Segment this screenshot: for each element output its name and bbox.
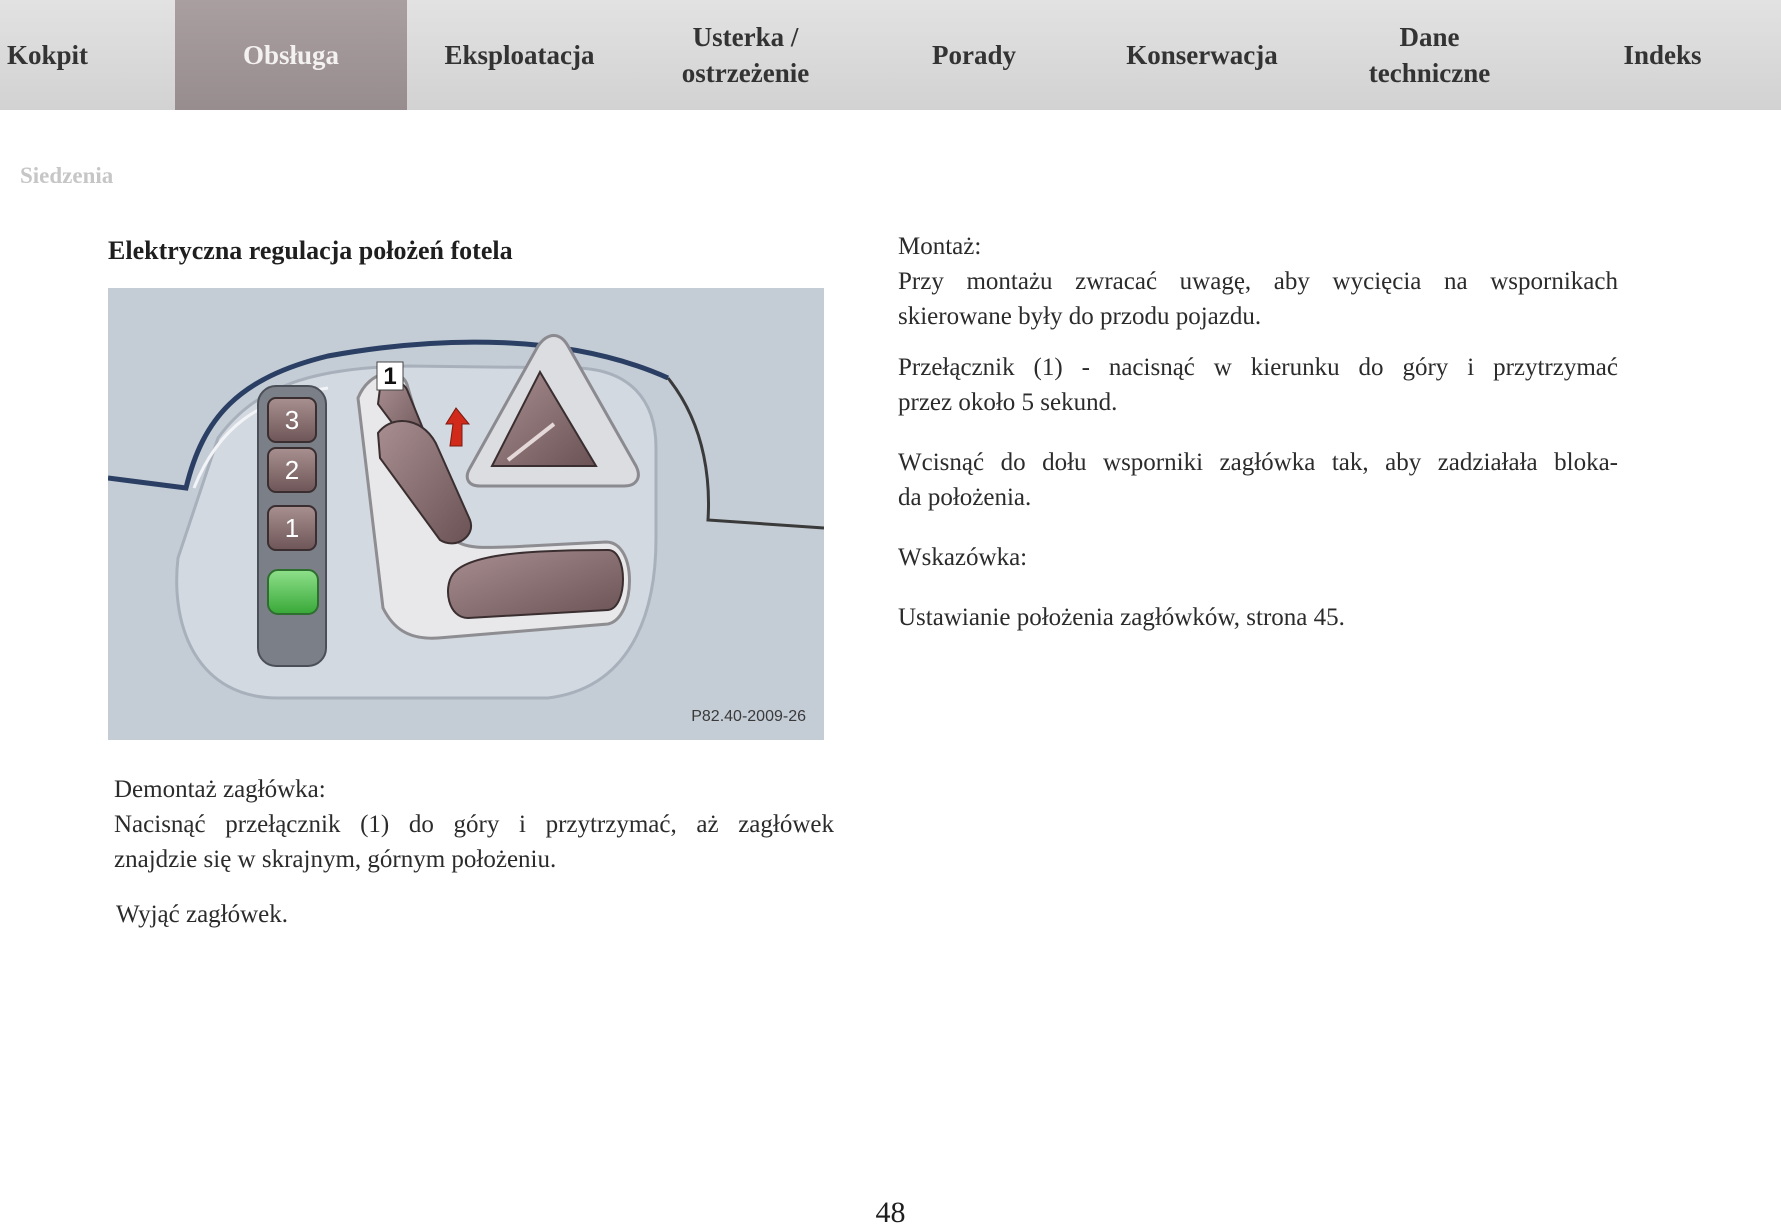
tab-porady[interactable] [859,0,1089,110]
memory-label-3: 3 [284,405,300,435]
wyjac-text: Wyjąć zagłówek. [116,901,289,928]
tab-label: Obsługa [242,40,340,70]
montaz-text-line-2: skierowane były do przodu pojazdu. [898,303,1262,330]
tab-label-line-2: techniczne [1368,58,1491,88]
tab-indeks[interactable] [1544,0,1781,110]
tab-obsluga[interactable] [175,0,407,110]
tab-label: Eksploatacja [444,40,595,70]
montaz-text-line-1: Przy montażu zwracać uwagę, aby wycięcia na wspornikach [898,268,1618,295]
przelacznik-paragraph [898,350,1618,420]
section-label: Siedzenia [20,163,114,188]
memory-label-2: 2 [284,455,300,485]
page-number: 48 [875,1196,906,1229]
top-navigation [0,0,1781,110]
tab-label: Konserwacja [1126,40,1278,70]
seat-cushion-switch [448,550,623,618]
tab-label: Kokpit [7,40,89,70]
montaz-title: Montaż: [898,233,982,260]
montaz-section [898,229,1618,334]
tab-label: Indeks [1623,40,1702,70]
seat-control-illustration [108,288,824,740]
tab-konserwacja[interactable] [1089,0,1315,110]
wskazowka-label [898,540,1618,575]
demontaz-text-line-1: Nacisnąć przełącznik (1) do góry i przytrzymać, aż zagłówek [114,811,834,838]
demontaz-text-line-2: znajdzie się w skrajnym, górnym położeniu. [114,846,557,873]
przelacznik-line-2: przez około 5 sekund. [898,389,1118,416]
tab-dane-techniczne[interactable] [1315,0,1544,110]
tab-label-line-2: ostrzeżenie [681,58,810,88]
figure-code: P82.40-2009-26 [691,708,806,725]
callout-1: 1 [383,363,397,390]
seat-control-drawing [108,288,824,740]
ustawianie-text: Ustawianie położenia zagłówków, strona 45. [898,604,1345,631]
tab-label-line-1: Dane [1399,22,1460,52]
ustawianie-reference [898,600,1618,635]
wyjac-paragraph [116,897,816,932]
tab-kokpit[interactable] [0,0,175,110]
memory-set-button [268,570,318,614]
wcisnac-paragraph [898,445,1618,515]
przelacznik-line-1: Przełącznik (1) - nacisnąć w kierunku do góry i przytrzymać [898,354,1618,381]
page-heading: Elektryczna regulacja położeń fotela [108,236,513,265]
tab-label-line-1: Usterka / [692,22,799,52]
wskazowka-text: Wskazówka: [898,544,1028,571]
demontaz-section [114,772,834,877]
wcisnac-line-1: Wcisnąć do dołu wsporniki zagłówka tak, aby zadziałała bloka- [898,449,1618,476]
tab-label: Porady [932,40,1016,70]
tab-eksploatacja[interactable] [407,0,632,110]
memory-label-1: 1 [284,513,300,543]
demontaz-title: Demontaż zagłówka: [114,776,326,803]
tab-usterka-ostrzezenie[interactable] [632,0,859,110]
wcisnac-line-2: da położenia. [898,484,1032,511]
